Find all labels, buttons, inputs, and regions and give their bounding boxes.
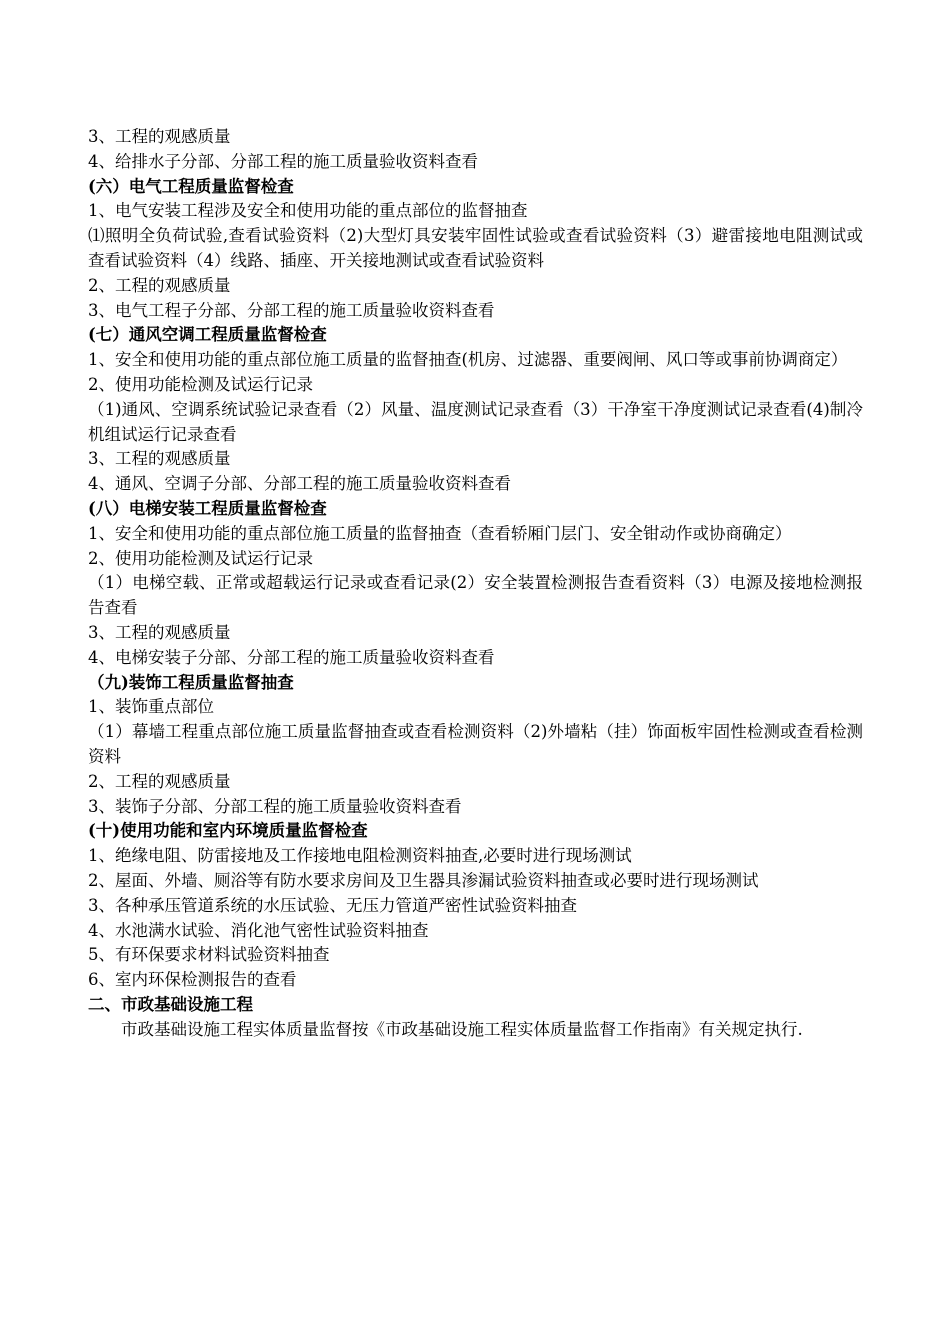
body-line: 2、使用功能检测及试运行记录 [88, 548, 313, 568]
body-line: 1、电气安装工程涉及安全和使用功能的重点部位的监督抽查 [88, 201, 528, 221]
body-line: 4、通风、空调子分部、分部工程的施工质量验收资料查看 [88, 474, 511, 494]
body-paragraph: 1、安全和使用功能的重点部位施工质量的监督抽查（查看轿厢门层门、安全钳动作或协商确定） [88, 523, 792, 543]
section-heading: (六）电气工程质量监督检查 [88, 176, 294, 196]
body-paragraph: （1）电梯空载、正常或超载运行记录或查看记录(2）安全装置检测报告查看资料（3）电源及接地检测报告查看 [88, 573, 863, 618]
body-line: 2、工程的观感质量 [88, 275, 231, 295]
body-paragraph: 1、安全和使用功能的重点部位施工质量的监督抽查(机房、过滤器、重要阀闸、风口等或事前协调商定） [88, 350, 848, 370]
body-line: 4、水池满水试验、消化池气密性试验资料抽查 [88, 920, 429, 940]
body-paragraph: （1)通风、空调系统试验记录查看（2）风量、温度测试记录查看（3）干净室干净度测试记录查看(4)制冷机组试运行记录查看 [88, 399, 863, 444]
body-line: 3、工程的观感质量 [88, 622, 231, 642]
section-heading: (七）通风空调工程质量监督检查 [88, 325, 327, 345]
body-paragraph: 市政基础设施工程实体质量监督按《市政基础设施工程实体质量监督工作指南》有关规定执行. [121, 1019, 803, 1039]
body-line: 3、工程的观感质量 [88, 127, 231, 146]
document-page [88, 125, 863, 1042]
chapter-heading: 二、市政基础设施工程 [88, 994, 253, 1014]
body-line: 1、装饰重点部位 [88, 697, 214, 717]
body-line: 3、工程的观感质量 [88, 449, 231, 469]
body-line: 6、室内环保检测报告的查看 [88, 970, 297, 990]
body-line: 1、绝缘电阻、防雷接地及工作接地电阻检测资料抽查,必要时进行现场测试 [88, 846, 632, 866]
section-heading: （九)装饰工程质量监督抽查 [88, 672, 294, 692]
section-heading: (八）电梯安装工程质量监督检查 [88, 498, 327, 518]
body-paragraph: 2、屋面、外墙、厕浴等有防水要求房间及卫生器具渗漏试验资料抽查或必要时进行现场测试 [88, 870, 759, 890]
body-line: 2、工程的观感质量 [88, 771, 231, 791]
body-line: 3、各种承压管道系统的水压试验、无压力管道严密性试验资料抽查 [88, 895, 577, 915]
body-paragraph: （1）幕墙工程重点部位施工质量监督抽查或查看检测资料（2)外墙粘（挂）饰面板牢固性检测或查看检测资料 [88, 722, 863, 766]
body-line: 3、装饰子分部、分部工程的施工质量验收资料查看 [88, 796, 462, 816]
body-line: 5、有环保要求材料试验资料抽查 [88, 945, 330, 965]
body-line: 2、使用功能检测及试运行记录 [88, 374, 313, 394]
body-line: 4、给排水子分部、分部工程的施工质量验收资料查看 [88, 151, 478, 171]
body-line: 3、电气工程子分部、分部工程的施工质量验收资料查看 [88, 300, 495, 320]
body-line: 4、电梯安装子分部、分部工程的施工质量验收资料查看 [88, 647, 495, 667]
body-paragraph: ⑴照明全负荷试验,查看试验资料（2)大型灯具安装牢固性试验或查看试验资料（3）避雷接地电阻测试或查看试验资料（4）线路、插座、开关接地测试或查看试验资料 [88, 226, 863, 270]
section-heading: (十)使用功能和室内环境质量监督检查 [88, 821, 368, 841]
